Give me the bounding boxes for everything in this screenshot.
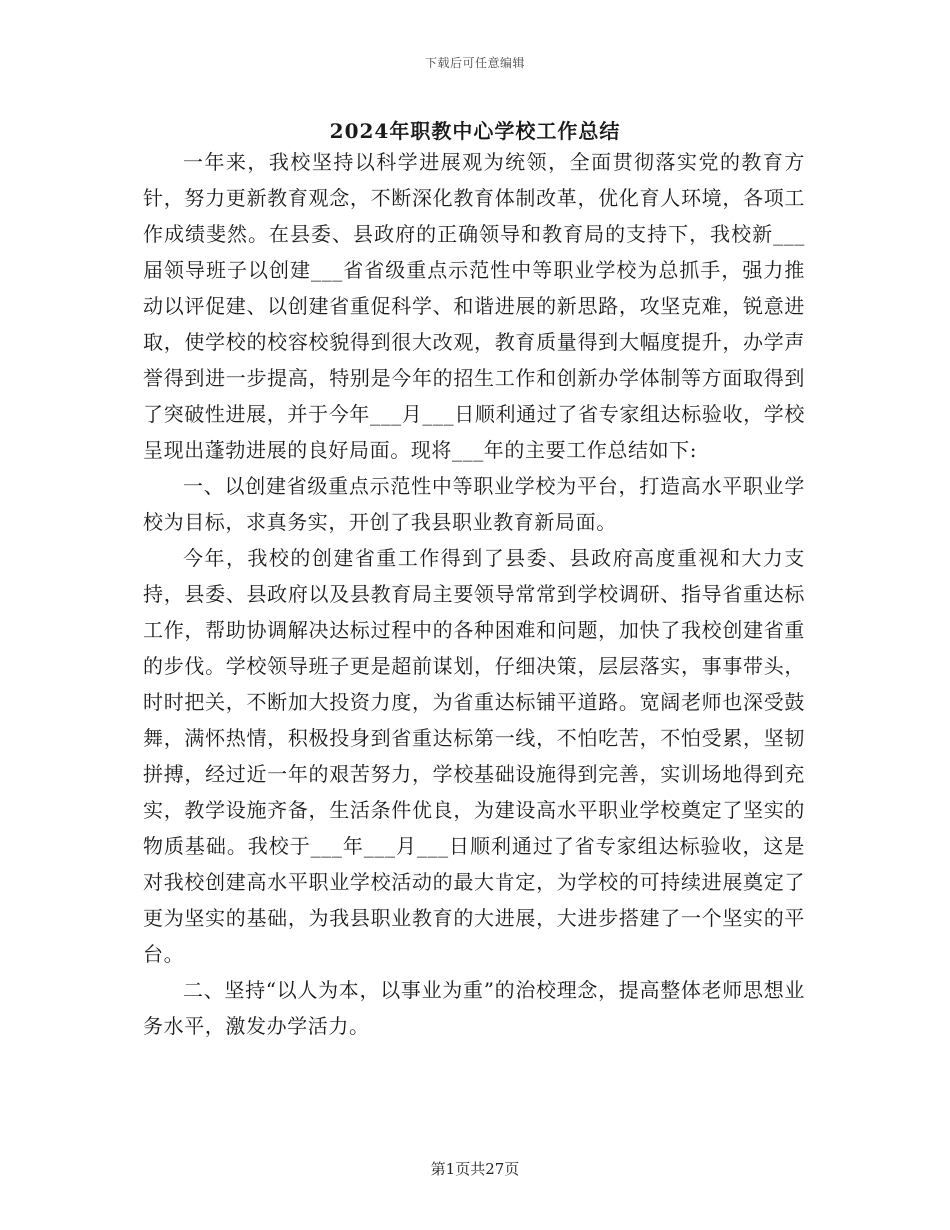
paragraph: 一、以创建省级重点示范性中等职业学校为平台，打造高水平职业学校为目标，求真务实，开创了我县职业教育新局面。 <box>143 474 805 534</box>
paragraph: 今年，我校的创建省重工作得到了县委、县政府高度重视和大力支持，县委、县政府以及县教育局主要领导常常到学校调研、指导省重达标工作，帮助协调解决达标过程中的各种困难和问题，加快了我校创建省重的步伐。学校领导班子更是超前谋划，仔细决策，层层落实，事事带头，时时把关，不断加大投资力度，为省重达标铺平道路。宽阔老师也深受鼓舞，满怀热情，积极投身到省重达标第一线，不怕吃苦，不怕受累，坚韧拼搏，经过近一年的艰苦努力，学校基础设施得到完善，实训场地得到充实，教学设施齐备，生活条件优良，为建设高水平职业学校奠定了坚实的物质基础。我校于___年___月___日顺利通过了省专家组达标验收，这是对我校创建高水平职业学校活动的最大肯定，为学校的可持续进展奠定了更为坚实的基础，为我县职业教育的大进展，大进步搭建了一个坚实的平台。 <box>143 546 805 966</box>
paragraph: 二、坚持“以人为本，以事业为重”的治校理念，提高整体老师思想业务水平，激发办学活力。 <box>143 978 805 1038</box>
header-note: 下载后可任意编辑 <box>424 56 525 70</box>
page-number-footer: 第1页共27页 <box>430 1160 520 1178</box>
document-body <box>143 144 805 1044</box>
paragraph: 一年来，我校坚持以科学进展观为统领，全面贯彻落实党的教育方针，努力更新教育观念，不断深化教育体制改革，优化育人环境，各项工作成绩斐然。在县委、县政府的正确领导和教育局的支持下，我校新___届领导班子以创建___省省级重点示范性中等职业学校为总抓手，强力推动以评促建、以创建省重促科学、和谐进展的新思路，攻坚克难，锐意进取，使学校的校容校貌得到很大改观，教育质量得到大幅度提升，办学声誉得到进一步提高，特别是今年的招生工作和创新办学体制等方面取得到了突破性进展，并于今年___月___日顺利通过了省专家组达标验收，学校呈现出蓬勃进展的良好局面。现将___年的主要工作总结如下: <box>143 150 805 462</box>
document-title: 2024年职教中心学校工作总结 <box>329 119 621 143</box>
